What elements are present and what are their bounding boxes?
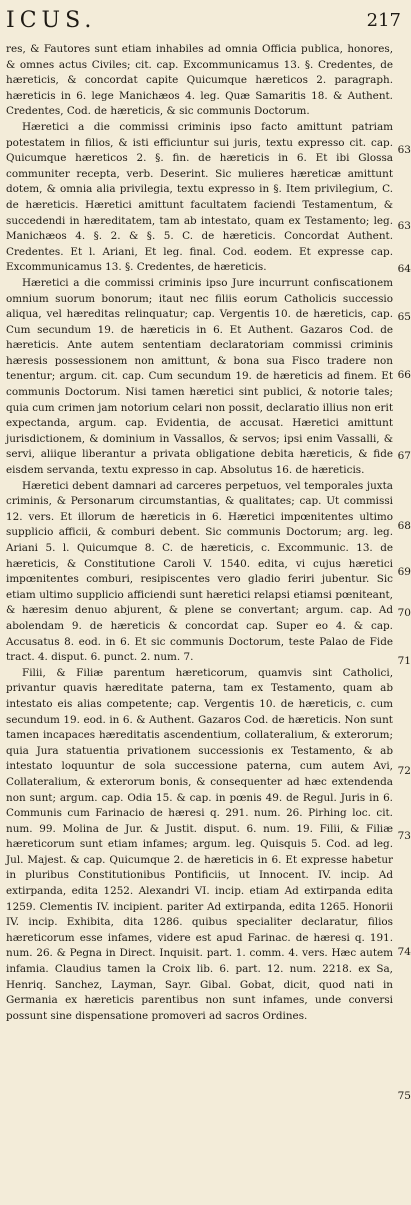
margin-number: 68 [397, 520, 411, 532]
margin-numbers [393, 0, 411, 1205]
margin-number: 63 [397, 144, 411, 156]
margin-number: 69 [397, 566, 411, 578]
running-head: ICUS. [6, 7, 97, 33]
paragraph-5: Filii, & Filiæ parentum hæreticorum, quamvis sint Catholici, privantur quavis hæreditate paterna, tam ex Testamento, quam ab intestato eis alias competente; cap. Vergentis 10. de hæreticis, c. cum secundum 19. eod. in 6. & Authent. Gazaros Cod. de hæreticis. Non sunt tamen incapaces hæreditatis ascendentium, collateralium, & exterorum; quia Jura statuentia privationem successionis ex Testamento, & ab intestato loquuntur de sola successione paterna, cum autem Avi, Collateralium, & exterorum bonis, & consequenter ad hæc extendenda non sunt; argum. cap. Odia 15. & cap. in pœnis 49. de Regul. Juris in 6. Communis cum Farinacio de hæresi q. 291. num. 26. Pirhing loc. cit. num. 99. Molina de Jur. & Justit. disput. 6. num. 19. Filii, & Filiæ hæreticorum sunt etiam infames; argum. leg. Quisquis 5. Cod. ad leg. Jul. Majest. & cap. Quicumque 2. de hæreticis in 6. Et expresse habetur in pluribus Constitutionibus Pontificiis, ut Innocent. IV. incip. Ad extirpanda, edita 1252. Alexandri VI. incip. etiam Ad extirpanda edita 1259. Clementis IV. incipient. pariter Ad extirpanda, edita 1265. Honorii IV. incip. Exhibita, dita 1286. quibus specialiter declaratur, filios hæreticorum esse infames, videre est apud Farinac. de hæresi q. 191. num. 26. & Pegna in Direct. Inquisit. part. 1. comm. 4. vers. Hæc autem infamia. Claudius tamen la Croix lib. 6. part. 12. num. 2218. ex Sa, Henriq. Sanchez, Layman, Sayr. Gibal. Gobat, dicit, quod nati in Germania ex hæreticis parentibus non sunt infames, unde conversi possunt sine dispensatione promoveri ad sacros Ordines. [6, 666, 393, 1022]
margin-number: 70 [397, 607, 411, 619]
page-body [6, 42, 393, 1201]
paragraph-2: Hæretici a die commissi criminis ipso facto amittunt patriam potestatem in filios, & isti efficiuntur sui juris, textu expresso cit. cap. Quicumque hæreticos 2. §. fin. de hæreticis in 6. Et ibi Glossa communiter recepta, verb. Deserint. Sic mulieres hæreticæ amittunt dotem, & omnia alia privilegia, textu expresso in §. Item privilegium, C. de hæreticis. Hæretici amittunt facultatem faciendi Testamentum, & succedendi in hæreditatem, tam ab intestato, quam ex Testamento; leg. Manichæos 4. §. 2. & §. 5. C. de hæreticis. Concordat Authent. Credentes. Et l. Ariani, Et leg. final. Cod. eodem. Et expresse cap. Excommunicamus 13. §. Credentes, de hæreticis. [6, 120, 393, 274]
margin-number: 67 [397, 450, 411, 462]
page-header [6, 6, 401, 34]
paragraph-3: Hæretici a die commissi criminis ipso Jure incurrunt confiscationem omnium suorum bonorum; itaut nec filiis eorum Catholicis successio aliqua, vel hæreditas relinquatur; cap. Vergentis 10. de hæreticis, cap. Cum secundum 19. de hæreticis in 6. Et Authent. Gazaros Cod. de hæreticis. Ante autem sententiam declaratoriam commissi criminis hæresis possessionem non amittunt, & bona sua Fisco tradere non tenentur; argum. cit. cap. Cum secundum 19. de hæreticis ad finem. Et communis Doctorum. Nisi tamen hæretici sint publici, & notorie tales; quia cum crimen jam notorium celari non possit, declaratio illius non erit expectanda, argum. cap. Evidentia, de accusat. Hæretici amittunt jurisdictionem, & dominium in Vassallos, & servos; ipsi enim Vassalli, & servi, aliique liberantur a privata obligatione debita hæreticis, & fide eisdem servanda, textu expresso in cap. Absolutus 16. de hæreticis. [6, 276, 393, 477]
margin-number: 72 [397, 765, 411, 777]
margin-number: 74 [397, 946, 411, 958]
margin-number: 75 [397, 1090, 411, 1102]
margin-number: 64 [397, 263, 411, 275]
margin-number: 63 [397, 220, 411, 232]
margin-number: 73 [397, 830, 411, 842]
paragraph-4: Hæretici debent damnari ad carceres perpetuos, vel temporales juxta criminis, & Personarum circumstantias, & qualitates; cap. Ut commissi 12. vers. Et illorum de hæreticis in 6. Hæretici impœnitentes ultimo supplicio afficii, & comburi debent. Sic communis Doctorum; arg. leg. Ariani 5. l. Quicumque 8. C. de hæreticis, c. Excommunic. 13. de hæreticis, & Constitutione Caroli V. 1540. edita, vi cujus hæretici impœnitentes comburi, resipiscentes vero gladio feriri jubentur. Sic etiam ultimo supplicio afficiendi sunt hæretici relapsi etiamsi pœniteant, & hæresim denuo abjurent, & plene se convertant; argum. cap. Ad abolendam 9. de hæreticis & concordat cap. Super eo 4. & cap. Accusatus 8. eod. in 6. Et sic communis Doctorum, teste Palao de Fide tract. 4. disput. 6. punct. 2. num. 7. [6, 479, 393, 664]
page-number: 217 [366, 9, 401, 31]
margin-number: 71 [397, 655, 411, 667]
paragraph-1: res, & Fautores sunt etiam inhabiles ad omnia Officia publica, honores, & omnes actus Civiles; cit. cap. Excommunicamus 13. §. Credentes, de hæreticis, & concordat capite Quicumque hæreticos 2. paragraph. hæreticis in 6. lege Manichæos 4. leg. Quæ Samaritis 18. & Authent. Credentes, Cod. de hæreticis, & sic communis Doctorum. [6, 43, 393, 118]
margin-number: 66 [397, 369, 411, 381]
margin-number: 65 [397, 311, 411, 323]
